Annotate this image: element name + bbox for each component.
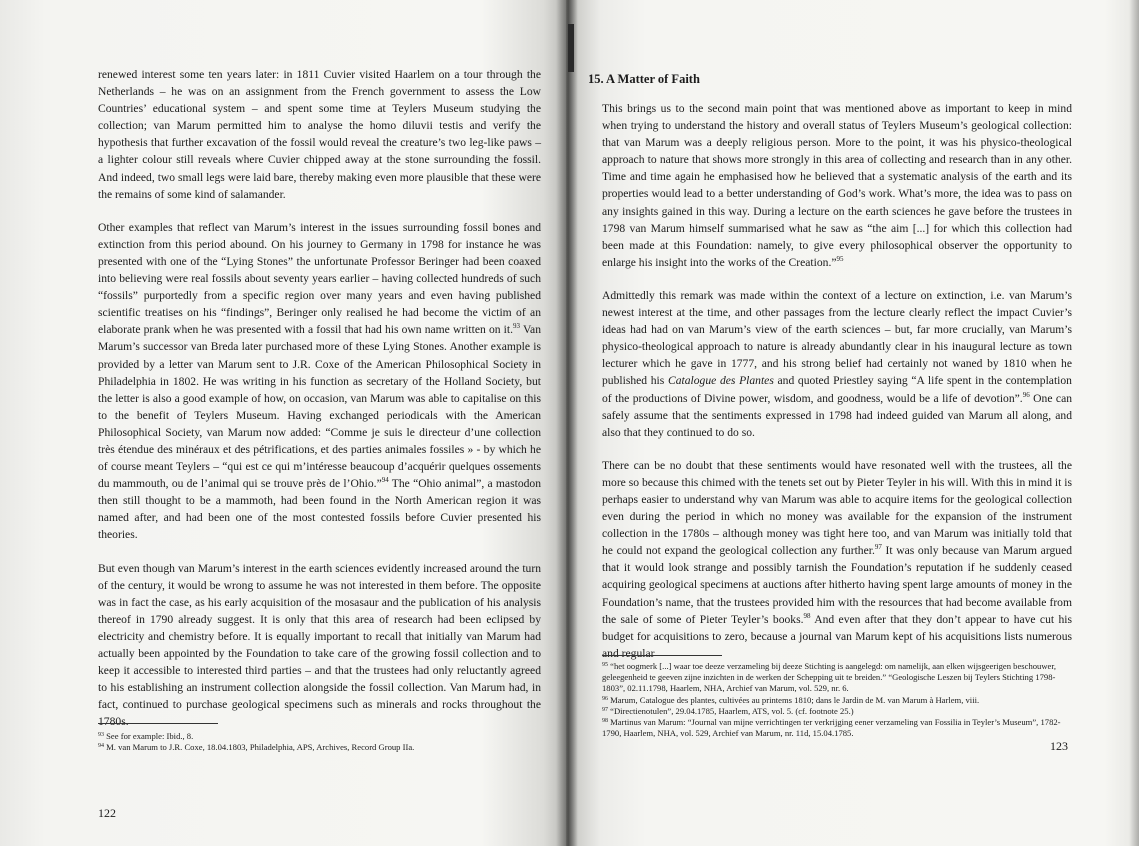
footnote-number: 96	[602, 695, 608, 702]
right-footnotes	[602, 661, 1072, 739]
body-paragraph: renewed interest some ten years later: in 1811 Cuvier visited Haarlem on a tour through the Netherlands – he was on an assignment from the French government to assess the Low Countries’ educational system – and spent some time at Teylers Museum studying the collection; van Marum permitted him to analyse the homo diluvii testis and verify the hypothesis that further excavation of the fossil would reveal the creature’s two leg-like paws – a lighter colour still reveals where Cuvier chipped away at the stone surrounding the fossil. And indeed, two small legs were laid bare, thereby making even more plausible that these were the remains of some kind of salamander.	[98, 68, 541, 201]
left-page	[0, 0, 566, 846]
footnote-ref[interactable]: 93	[513, 322, 521, 331]
page-number-right: 123	[1050, 739, 1068, 753]
footnote-divider	[98, 723, 218, 724]
footnote-number: 94	[98, 743, 104, 750]
footnote-number: 98	[602, 718, 608, 725]
footnote-number: 93	[98, 732, 104, 738]
footnote-ref[interactable]: 94	[381, 476, 389, 485]
book-gutter	[556, 0, 578, 846]
body-paragraph: There can be no doubt that these sentiments would have resonated well with the trustees, all the more so because this chimed with the tenets set out by Pieter Teyler in his will. With this in mind it is perhaps easier to understand why van Marum was able to acquire items for the geological collection even during the period in which no money was available for the expansion of the instrument collection in the 1780s – although money was tight here too, and van Marum was initially told that he could not expand the geological collection any further.$^{97}$ It was only because van Marum argued that it would look strange and possibly tarnish the Foundation’s reputation if he suddenly ceased acquiring geological specimens at auctions after hitherto having spent large amounts of money in the Foundation’s name, that the trustees provided him with the resources that had become available from the sale of some of Pieter Teyler’s books.$^{98}$ And even after that they don’t appear to have cut his budget for acquisitions to zero, because a journal van Marum kept of his acquisitions lists numerous and regular	[602, 458, 1073, 660]
page-tab-marker	[568, 24, 574, 72]
footnote-ref[interactable]: 97	[874, 543, 882, 552]
body-paragraph: This brings us to the second main point that was mentioned above as important to keep in mind when trying to understand the history and overall status of Teylers Museum’s geological collection: that van Marum was a deeply religious person. More to the point, it was his physico-theological approach to nature that shows more strongly in this area of collecting and research than in any other. Time and time again he emphasised how he believed that a systematic analysis of the earth and its properties would lead to a better understanding of God’s work. What’s more, the idea was to pass on any insights gained in this way. During a lecture on the earth sciences he gave before the trustees in 1798 van Marum himself summarised what he saw as “the aim [...] for which this collection had been made at this Foundation: namely, to give every philosophical observer the opportunity to enlarge his insight into the works of the Creation.”$^{95}$	[602, 102, 1072, 269]
footnote: $^{96}$ Marum, Catalogue des plantes, cultivées au printems 1810; dans le Jardin de M. van Marum à Harlem, viii.	[602, 694, 980, 705]
page-number-left: 122	[98, 806, 116, 820]
page-edge-shadow	[1129, 0, 1139, 846]
footnote-ref[interactable]: 96	[1022, 390, 1030, 399]
body-paragraph: But even though van Marum’s interest in the earth sciences evidently increased around the turn of the century, it would be wrong to assume he was not interested in them before. The opposite was in fact the case, as his early acquisition of the mosasaur and the publication of his analysis thereof in 1790 already suggest. It is only that this area of research had been eclipsed by electricity and chemistry before. It is equally important to recall that initially van Marum had actually been appointed by the Foundation to take care of the growing fossil collection and to keep it accessible to interested third parties – and that the trustees had only reluctantly agreed to his establishing an instrument collection alongside the fossil collection. Van Marum had, in fact, continued to purchase geological specimens such as minerals and rocks throughout the 1780s.	[98, 561, 541, 729]
footnote-ref[interactable]: 98	[803, 611, 811, 620]
footnote: $^{97}$ “Directienotulen”, 29.04.1785, Haarlem, ATS, vol. 5. (cf. footnote 25.)	[602, 705, 854, 716]
footnote-number: 95	[602, 662, 608, 668]
footnote-ref[interactable]: 95	[836, 254, 844, 263]
left-body-text	[98, 66, 541, 746]
body-paragraph: Admittedly this remark was made within the context of a lecture on extinction, i.e. van Marum’s newest interest at the time, and other passages from the lecture clearly reflect the impact Cuvier’s ideas had had on van Marum’s view of the earth sciences – but, far more crucially, van Marum’s physico-theological approach to nature is already abundantly clear in his inaugural lecture as town lecturer which he gave in 1777, and his strong belief had certainly not waned by 1810 when he published his Catalogue des Plantes and quoted Priestley saying “A life spent in the contemplation of the productions of Divine power, wisdom, and goodness, would be a life of devotion”.$^{96}$ One can safely assume that the sentiments expressed in 1798 had indeed guided van Marum all along, and also that they continued to do so.	[602, 288, 1073, 439]
footnote: $^{98}$ Martinus van Marum: “Journal van mijne verrichtingen ter verkrijging eener verzameling van Fossilia in Teyler’s Museum”, 1782-1790, Haarlem, NHA, vol. 529, Archief van Marum, nr. 11d, 15.04.1785.	[602, 717, 1061, 739]
footnote-divider	[602, 655, 722, 656]
footnote-number: 97	[602, 706, 608, 713]
right-body-text	[602, 100, 1072, 678]
footnote: $^{95}$ “het oogmerk [...] waar toe deeze verzameling bij deeze Stichting is aangelegd: om namelijk, aan elken wijsgeerigen beschouwer, geleegenheid te geeven zijne inzichten in de werken der Schepping uit te breiden.” “Geologische Leszen bij Teylers Stichting 1798-1803”, 02.11.1798, Haarlem, NHA, Archief van Marum, vol. 529, nr. 6.	[602, 661, 1057, 694]
italic-title: Catalogue des Plantes	[667, 374, 774, 388]
footnote: $^{93}$ See for example: Ibid., 8.	[98, 731, 194, 741]
right-page	[566, 0, 1139, 846]
left-footnotes	[98, 731, 541, 753]
chapter-title: 15. A Matter of Faith	[588, 72, 700, 86]
footnote: $^{94}$ M. van Marum to J.R. Coxe, 18.04.1803, Philadelphia, APS, Archives, Record Group IIa.	[98, 742, 415, 753]
body-paragraph: Other examples that reflect van Marum’s interest in the issues surrounding fossil bones and extinction from this period abound. On his journey to Germany in 1798 for instance he was presented with one of the “Lying Stones” the unfortunate Professor Beringer had been coaxed into believing were real fossils about seventy years earlier – having collected hundreds of such “fossils” purportedly from a specific region over many years and even having published scientific treatises on his “findings”, Beringer only realised he had become the victim of an elaborate prank when he was presented with a fossil that had his own name written on it.$^{93}$ Van Marum’s successor van Breda later purchased more of these Lying Stones. Another example is provided by a letter van Marum sent to J.R. Coxe of the American Philosophical Society in Philadelphia in 1802. He was writing in his function as secretary of the Holland Society, but the letter is also a good example of how, on occasion, van Marum was able to capitalise on this to the benefit of Teylers Museum. Having exchanged periodicals with the American Philosophical Society, van Marum now added: “Comme je suis le directeur d’une collection très étendue des minéraux et des pétrifications, et des parties animales fossiles » - by which he of course meant Teylers – “qui est ce qui m’intéresse beaucoup d’acquérir quelques ossements du mammouth, ou de l’animal qui se trouve près de l’Ohio.”$^{94}$ The “Ohio animal”, a mastodon then still thought to be a mammoth, had been found in the North American region it was named after, and had been one of the most contested fossils before Cuvier presented his theories.	[98, 220, 542, 542]
